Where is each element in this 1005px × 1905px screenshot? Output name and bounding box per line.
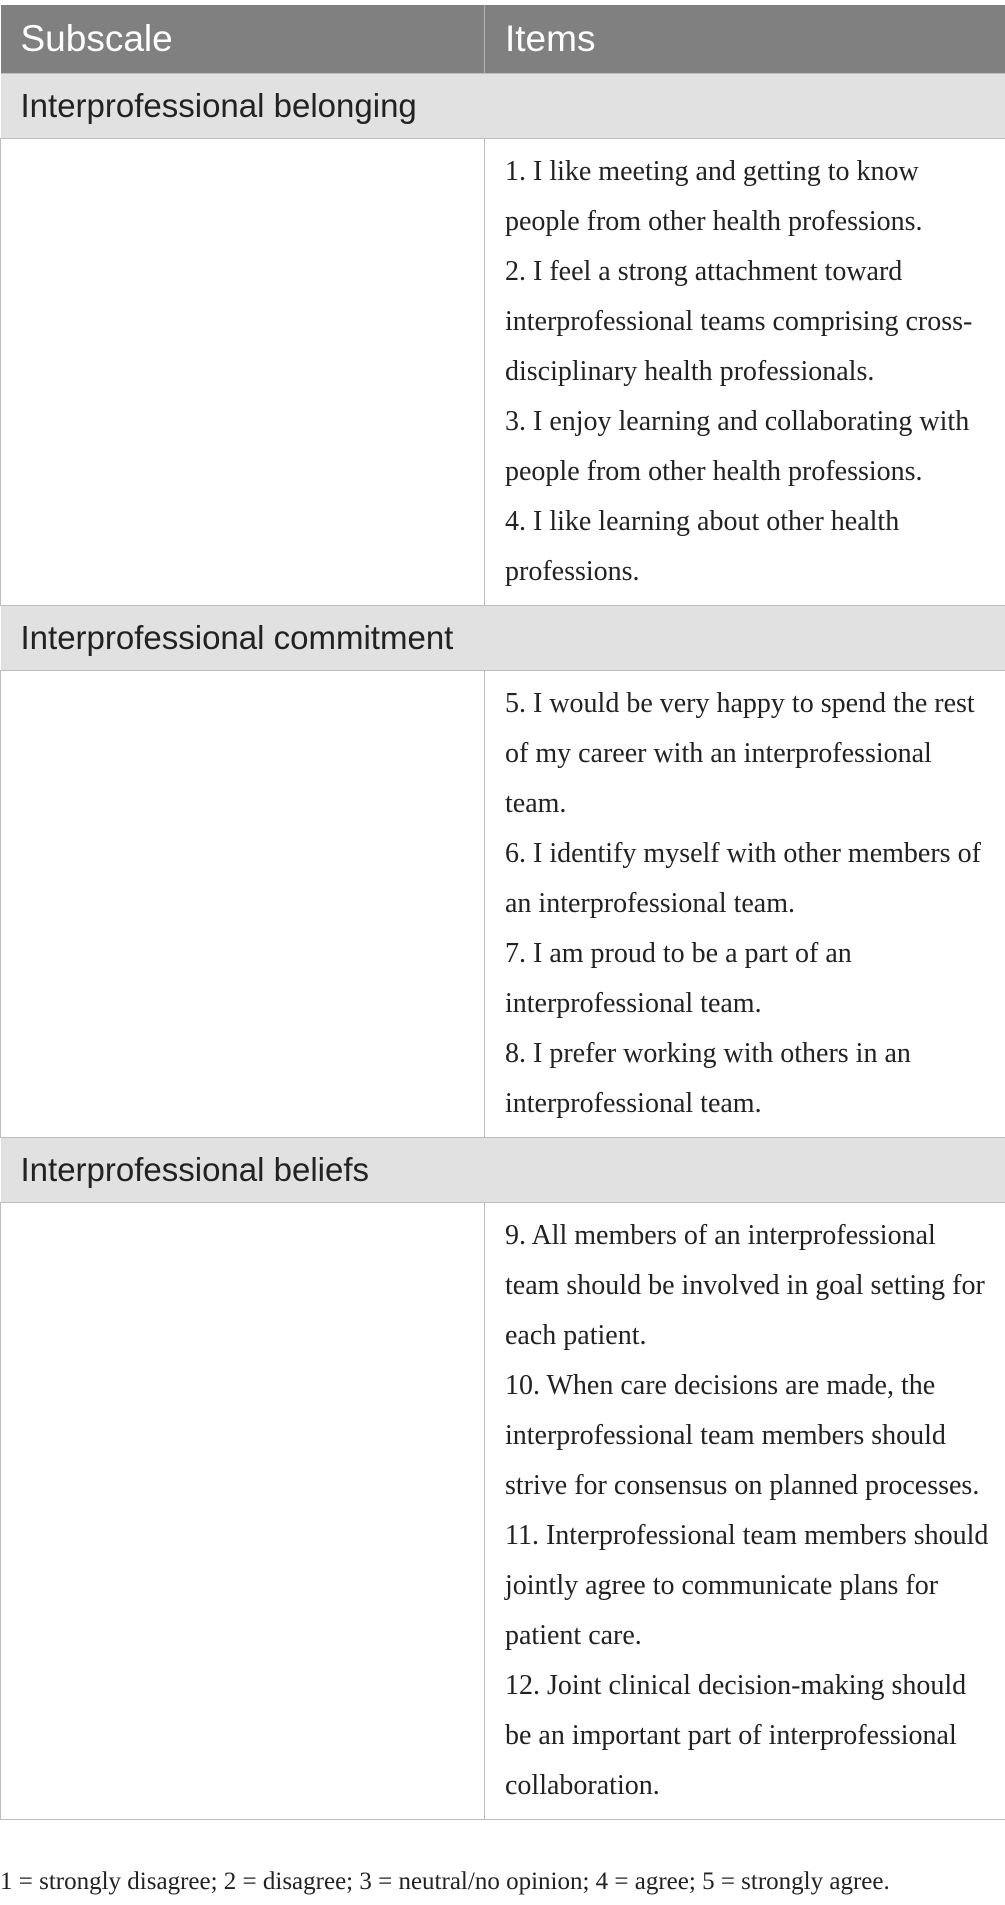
list-item: 5. I would be very happy to spend the rest of my career with an interprofessional team.	[505, 687, 975, 819]
section-row-beliefs	[1, 1137, 1005, 1202]
list-item: 2. I feel a strong attachment toward interprofessional teams comprising cross-disciplinary health professionals.	[505, 255, 973, 387]
items-cell	[485, 138, 1005, 605]
items-cell	[485, 670, 1005, 1137]
list-item: 8. I prefer working with others in an interprofessional team.	[505, 1037, 911, 1119]
header-items: Items	[485, 5, 1005, 73]
list-item: 12. Joint clinical decision-making should be an important part of interprofessional collaboration.	[505, 1669, 967, 1801]
items-row-beliefs	[1, 1202, 1005, 1819]
list-item: 1. I like meeting and getting to know people from other health professions.	[505, 155, 923, 237]
section-title: Interprofessional belonging	[1, 73, 1005, 138]
items-cell	[485, 1202, 1005, 1819]
section-title: Interprofessional beliefs	[1, 1137, 1005, 1202]
section-title: Interprofessional commitment	[1, 605, 1005, 670]
subscale-items-table	[0, 5, 1005, 1820]
list-item: 4. I like learning about other health professions.	[505, 505, 900, 587]
section-row-belonging	[1, 73, 1005, 138]
subscale-cell	[1, 670, 485, 1137]
section-row-commitment	[1, 605, 1005, 670]
items-row-belonging	[1, 138, 1005, 605]
list-item: 3. I enjoy learning and collaborating with people from other health professions.	[505, 405, 970, 487]
header-subscale: Subscale	[1, 5, 485, 73]
list-item: 7. I am proud to be a part of an interprofessional team.	[505, 937, 852, 1019]
subscale-table-container	[0, 5, 1005, 1820]
list-item: 6. I identify myself with other members of an interprofessional team.	[505, 837, 981, 919]
list-item: 9. All members of an interprofessional team should be involved in goal setting for each patient.	[505, 1219, 985, 1351]
list-item: 10. When care decisions are made, the interprofessional team members should strive for consensus on planned processes.	[505, 1369, 980, 1501]
items-row-commitment	[1, 670, 1005, 1137]
subscale-cell	[1, 138, 485, 605]
table-header-row	[1, 5, 1005, 73]
list-item: 11. Interprofessional team members should jointly agree to communicate plans for patient care.	[505, 1519, 989, 1651]
table-footnote: 1 = strongly disagree; 2 = disagree; 3 = neutral/no opinion; 4 = agree; 5 = strongly agree.	[0, 1868, 890, 1895]
subscale-cell	[1, 1202, 485, 1819]
